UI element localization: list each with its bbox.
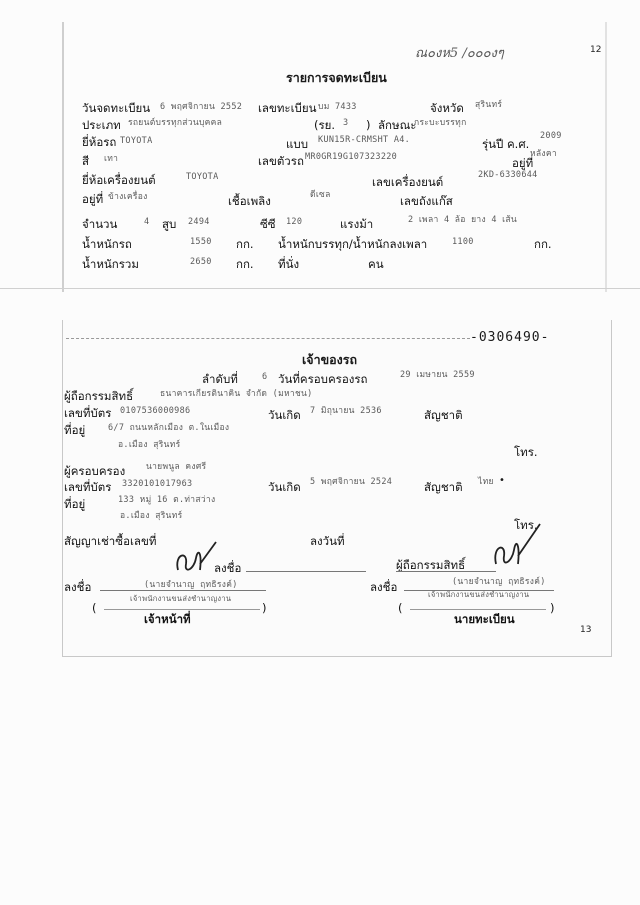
card-no-label: เลขที่บัตร xyxy=(64,406,112,420)
left-signer-name: (นายจำนาญ ฤทธิรงค์) xyxy=(144,580,238,590)
right-signer-name: (นายจำนาญ ฤทธิรงค์) xyxy=(452,577,546,587)
chassis-label: เลขตัวรถ xyxy=(258,154,304,168)
left-open-paren: ( xyxy=(92,601,97,615)
birth-label: วันเกิด xyxy=(268,408,301,422)
nationality-2-label: สัญชาติ xyxy=(424,480,463,494)
province-label: จังหวัด xyxy=(430,101,464,115)
owner-sign-line xyxy=(396,571,496,572)
character-label: ลักษณะ xyxy=(378,118,417,132)
type-label: ประเภท xyxy=(82,118,121,132)
horsepower-label: แรงม้า xyxy=(340,217,374,231)
address-label: ที่อยู่ xyxy=(64,423,86,437)
possessor-label: ผู้ครอบครอง xyxy=(64,464,126,478)
page-number-bottom: 13 xyxy=(580,625,592,635)
left-close-paren: ) xyxy=(262,601,267,615)
registration-title: รายการจดทะเบียน xyxy=(286,70,387,85)
count-value: 4 xyxy=(144,217,150,227)
card-no-2-value: 3320101017963 xyxy=(122,479,193,489)
color-label: สี xyxy=(82,154,90,168)
reg-date-value: 6 พฤศจิกายน 2552 xyxy=(160,102,243,112)
address-2-line-2: อ.เมือง สุรินทร์ xyxy=(120,511,183,521)
engine-brand-value: TOYOTA xyxy=(186,172,219,182)
cc-label: ซีซี xyxy=(260,217,276,231)
location-value: หลังคา xyxy=(530,149,557,159)
serial-number: -0306490- xyxy=(470,330,550,345)
possession-date-value: 29 เมษายน 2559 xyxy=(400,370,475,380)
load-label: น้ำหนักบรรทุก/น้ำหนักลงเพลา xyxy=(278,237,428,251)
weight-unit: กก. xyxy=(236,237,254,251)
card-no-value: 0107536000986 xyxy=(120,406,191,416)
contract-label: สัญญาเช่าซื้อเลขที่ xyxy=(64,534,157,548)
signature-left xyxy=(170,540,220,580)
right-role: นายทะเบียน xyxy=(454,612,515,626)
model-label: แบบ xyxy=(286,137,309,151)
character-value: กระบะบรรทุก xyxy=(414,118,467,128)
owner-sign-label: ผู้ถือกรรมสิทธิ์ xyxy=(396,558,466,572)
page-number: 12 xyxy=(590,45,602,55)
fuel-label: เชื้อเพลิง xyxy=(228,194,271,208)
birth-2-value: 5 พฤศจิกายน 2524 xyxy=(310,477,393,487)
chassis-value: MR0GR19G107323220 xyxy=(305,152,398,162)
left-signer-title: เจ้าพนักงานขนส่งชำนาญงาน xyxy=(130,594,232,603)
sign-label-left: ลงชื่อ xyxy=(64,580,92,594)
nationality-2-value: ไทย xyxy=(478,477,494,487)
axle-value: 2 เพลา 4 ล้อ ยาง 4 เส้น xyxy=(408,215,517,225)
rs-close: ) xyxy=(366,118,371,132)
engine-no-label: เลขเครื่องยนต์ xyxy=(372,175,444,189)
rs-value: 3 xyxy=(343,118,349,128)
birth-2-label: วันเกิด xyxy=(268,480,301,494)
engine-loc-value: ข้างเครื่อง xyxy=(108,192,148,202)
right-role-line xyxy=(410,609,546,610)
year-label: รุ่นปี ค.ศ. xyxy=(482,137,530,151)
card-no-2-label: เลขที่บัตร xyxy=(64,480,112,494)
gas-tank-label: เลขถังแก๊ส xyxy=(400,194,453,208)
count-label: จำนวน xyxy=(82,217,118,231)
page-fold-line xyxy=(0,288,640,289)
address-line-2: อ.เมือง สุรินทร์ xyxy=(118,440,181,450)
rs-label: (รย. xyxy=(314,118,336,132)
right-close-paren: ) xyxy=(550,601,555,615)
order-label: ลำดับที่ xyxy=(202,372,238,386)
cc-value: 2494 xyxy=(188,217,210,227)
model-value: KUN15R-CRMSHT A4. xyxy=(318,135,411,145)
persons-label: คน xyxy=(368,257,384,271)
fuel-value: ดีเซล xyxy=(310,190,331,200)
handwritten-note: ณ๐งห5 /๐๐๐งๆ xyxy=(415,46,504,61)
sign-line-1 xyxy=(246,571,366,572)
weight-label: น้ำหนักรถ xyxy=(82,237,132,251)
brand-value: TOYOTA xyxy=(120,136,153,146)
gross-weight-value: 2650 xyxy=(190,257,212,267)
signature-right xyxy=(488,520,544,576)
address-2-line-1: 133 หมู่ 16 ต.ท่าสว่าง xyxy=(118,495,216,505)
phone-label: โทร. xyxy=(514,445,538,459)
right-signer-title: เจ้าพนักงานขนส่งชำนาญงาน xyxy=(428,590,530,599)
sign-label-1: ลงชื่อ xyxy=(214,561,242,575)
order-value: 6 xyxy=(262,372,268,382)
reg-date-label: วันจดทะเบียน xyxy=(82,101,151,115)
seats-label: ที่นั่ง xyxy=(278,257,300,271)
left-role: เจ้าหน้าที่ xyxy=(144,612,191,626)
nationality-label: สัญชาติ xyxy=(424,408,463,422)
address-line-1: 6/7 ถนนหลักเมือง ต.ในเมือง xyxy=(108,423,230,433)
type-value: รถยนต์บรรทุกส่วนบุคคล xyxy=(128,118,223,128)
province-value: สุรินทร์ xyxy=(475,100,503,110)
brand-label: ยี่ห้อรถ xyxy=(82,135,117,149)
sign-label-right: ลงชื่อ xyxy=(370,580,398,594)
address-2-label: ที่อยู่ xyxy=(64,497,86,511)
horsepower-value: 120 xyxy=(286,217,303,227)
reg-no-label: เลขทะเบียน xyxy=(258,101,317,115)
scan-edge xyxy=(605,22,607,292)
left-role-line xyxy=(104,609,260,610)
possessor-value: นายพนูล คงศรี xyxy=(146,462,207,472)
engine-brand-label: ยี่ห้อเครื่องยนต์ xyxy=(82,173,156,187)
load-value: 1100 xyxy=(452,237,474,247)
owner-label: ผู้ถือกรรมสิทธิ์ xyxy=(64,389,134,403)
gross-weight-unit: กก. xyxy=(236,257,254,271)
owner-value: ธนาคารเกียรตินาคิน จำกัด (มหาชน) xyxy=(160,389,313,399)
right-open-paren: ( xyxy=(398,601,403,615)
load-unit: กก. xyxy=(534,237,552,251)
cylinder-label: สูบ xyxy=(162,217,177,231)
birth-value: 7 มิถุนายน 2536 xyxy=(310,406,382,416)
scan-edge xyxy=(62,22,64,292)
color-value: เทา xyxy=(104,154,119,164)
year-value: 2009 xyxy=(540,131,562,141)
contract-date-label: ลงวันที่ xyxy=(310,534,345,548)
engine-no-value: 2KD-6330644 xyxy=(478,170,538,180)
weight-value: 1550 xyxy=(190,237,212,247)
engine-loc-label: อยู่ที่ xyxy=(82,192,104,206)
nationality-mark: • xyxy=(499,475,505,486)
possession-date-label: วันที่ครอบครองรถ xyxy=(278,372,368,386)
left-sign-line xyxy=(100,590,266,591)
gross-weight-label: น้ำหนักรวม xyxy=(82,257,139,271)
reg-no-value: บม 7433 xyxy=(318,102,357,112)
owner-title: เจ้าของรถ xyxy=(302,352,358,367)
serial-dash-line xyxy=(66,338,470,339)
phone-2-label: โทร. xyxy=(514,518,538,532)
location-label: อยู่ที่ xyxy=(512,156,534,170)
